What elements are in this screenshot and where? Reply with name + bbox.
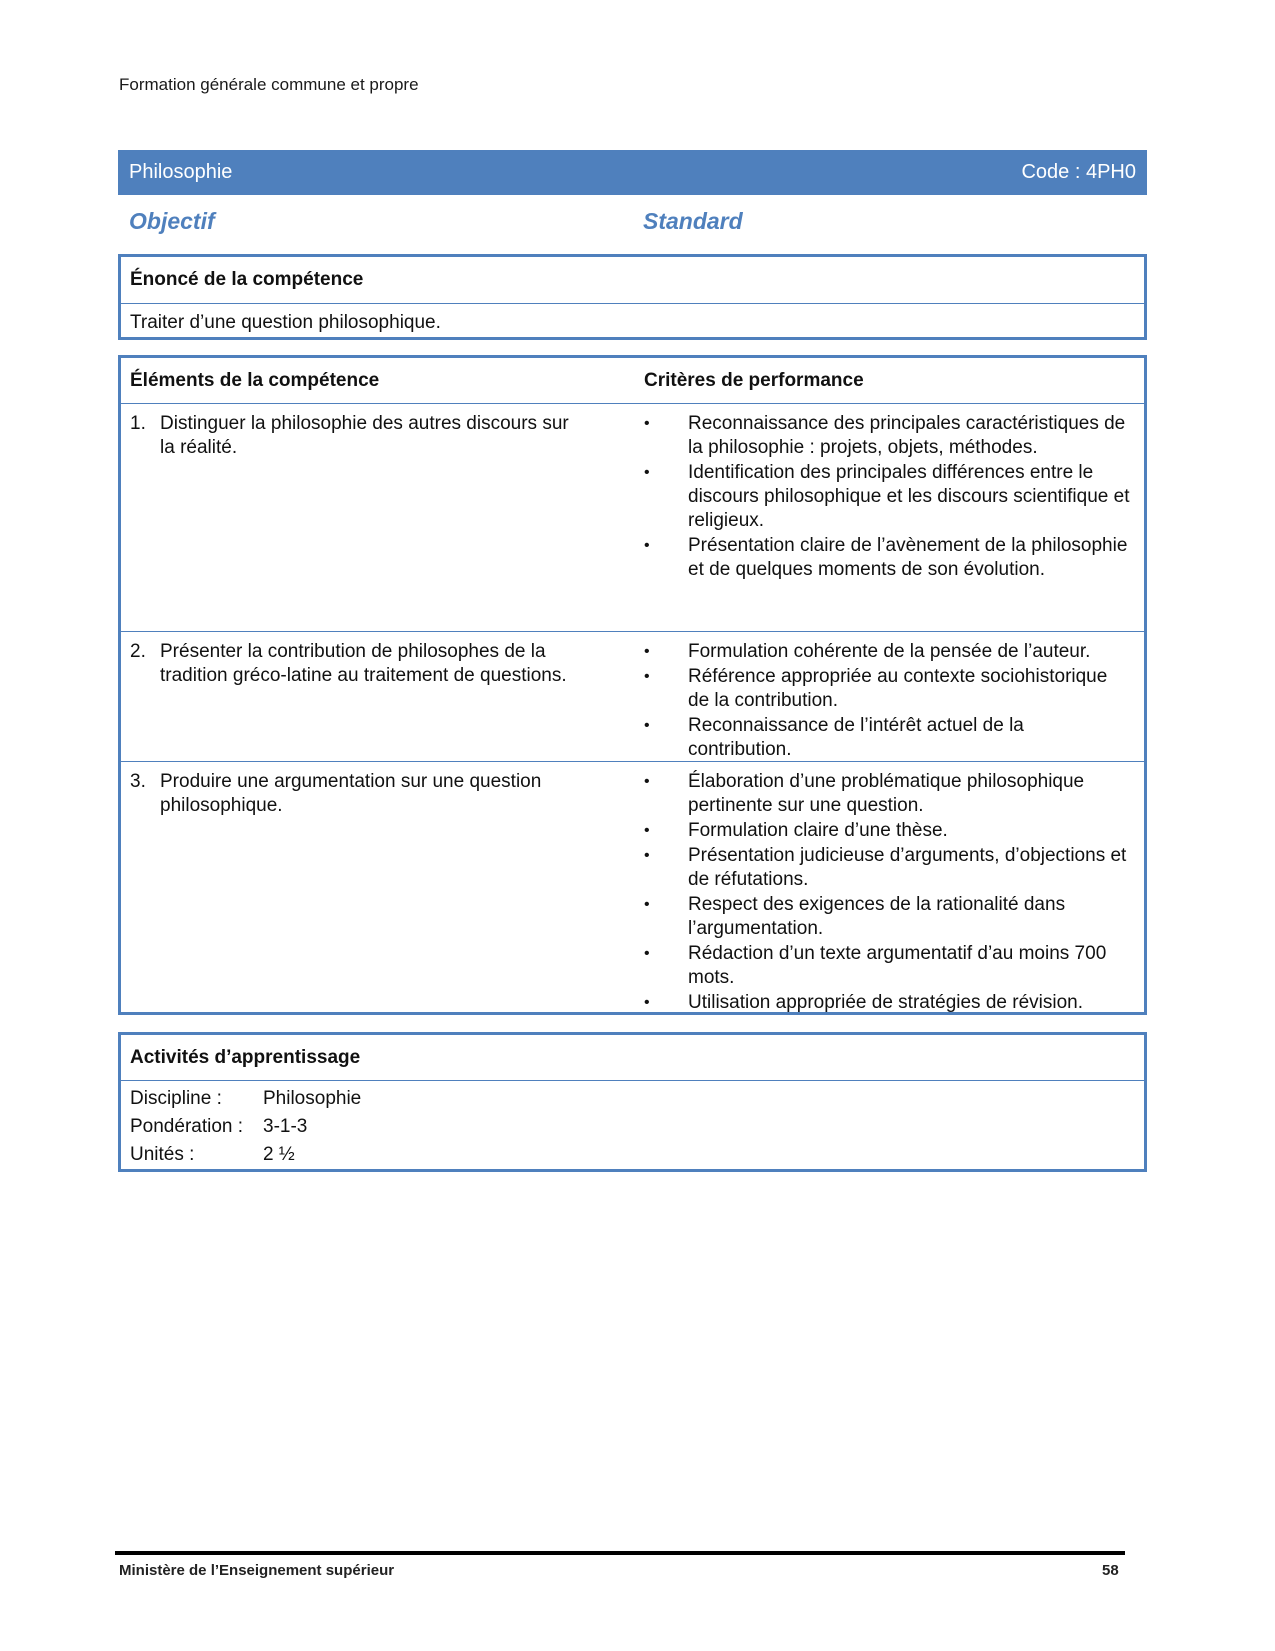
criterion-text: Respect des exigences de la rationalité dans l’argumentation. xyxy=(688,894,1066,939)
criteres-heading: Critères de performance xyxy=(644,370,864,391)
criterion-text: Reconnaissance des principales caractéristiques de la philosophie : projets, objets, méthodes. xyxy=(688,413,1126,458)
element-item xyxy=(130,770,580,818)
discipline-label: Discipline : xyxy=(130,1088,222,1109)
enonce-text: Traiter d’une question philosophique. xyxy=(130,312,441,333)
enonce-heading: Énoncé de la compétence xyxy=(121,257,1144,304)
unites-label: Unités : xyxy=(130,1144,195,1165)
bullet-icon: • xyxy=(644,773,650,790)
enonce-section xyxy=(118,254,1147,340)
criterion-item xyxy=(644,412,1132,460)
bullet-icon: • xyxy=(644,896,650,913)
criterion-item xyxy=(644,942,1132,990)
bullet-icon: • xyxy=(644,643,650,660)
footer-divider xyxy=(115,1551,1125,1555)
bullet-icon: • xyxy=(644,464,650,481)
element-item xyxy=(130,640,580,688)
element-text: Distinguer la philosophie des autres discours sur la réalité. xyxy=(160,413,569,458)
discipline-row xyxy=(130,1085,1135,1113)
page-header: Formation générale commune et propre xyxy=(119,75,419,94)
bullet-icon: • xyxy=(644,822,650,839)
element-number: 2. xyxy=(130,641,146,662)
elements-table-header xyxy=(121,358,1144,404)
criterion-item xyxy=(644,461,1132,533)
criterion-text: Reconnaissance de l’intérêt actuel de la contribution. xyxy=(688,715,1024,760)
criterion-text: Formulation cohérente de la pensée de l’auteur. xyxy=(688,641,1091,662)
discipline-value: Philosophie xyxy=(263,1088,362,1109)
criterion-item xyxy=(644,714,1132,762)
element-row xyxy=(121,404,1144,632)
unites-row xyxy=(130,1141,1135,1169)
criterion-text: Formulation claire d’une thèse. xyxy=(688,820,948,841)
criterion-text: Rédaction d’un texte argumentatif d’au moins 700 mots. xyxy=(688,943,1107,988)
ponderation-row xyxy=(130,1113,1135,1141)
element-item xyxy=(130,412,580,460)
bullet-icon: • xyxy=(644,994,650,1011)
element-row xyxy=(121,762,1144,1016)
criterion-item xyxy=(644,534,1132,582)
criterion-item xyxy=(644,893,1132,941)
criterion-text: Utilisation appropriée de stratégies de révision. xyxy=(688,992,1083,1013)
element-text: Présenter la contribution de philosophes de la tradition gréco-latine au traitement de questions. xyxy=(160,641,567,686)
bullet-icon: • xyxy=(644,668,650,685)
elements-section xyxy=(118,355,1147,1015)
page-number: 58 xyxy=(1102,1562,1119,1579)
criterion-item xyxy=(644,819,1132,843)
activites-heading: Activités d’apprentissage xyxy=(121,1035,1144,1081)
bullet-icon: • xyxy=(644,945,650,962)
course-code: Code : 4PH0 xyxy=(1021,161,1136,183)
criterion-item xyxy=(644,665,1132,713)
column-headings xyxy=(129,208,1129,242)
element-number: 3. xyxy=(130,771,146,792)
ponderation-value: 3-1-3 xyxy=(263,1116,308,1137)
criterion-item xyxy=(644,991,1132,1015)
bullet-icon: • xyxy=(644,717,650,734)
criterion-text: Présentation judicieuse d’arguments, d’objections et de réfutations. xyxy=(688,845,1127,890)
objectif-heading: Objectif xyxy=(129,208,215,234)
bullet-icon: • xyxy=(644,847,650,864)
elements-heading: Éléments de la compétence xyxy=(130,370,380,391)
course-title-bar xyxy=(118,150,1147,195)
bullet-icon: • xyxy=(644,415,650,432)
ponderation-label: Pondération : xyxy=(130,1116,244,1137)
course-discipline: Philosophie xyxy=(129,161,233,183)
element-text: Produire une argumentation sur une question philosophique. xyxy=(160,771,542,816)
criterion-text: Élaboration d’une problématique philosophique pertinente sur une question. xyxy=(688,771,1085,816)
bullet-icon: • xyxy=(644,537,650,554)
criteria-list xyxy=(644,412,1132,583)
criterion-text: Présentation claire de l’avènement de la philosophie et de quelques moments de son évolution. xyxy=(688,535,1128,580)
criterion-text: Identification des principales différences entre le discours philosophique et les discours scientifique et religieux. xyxy=(688,462,1130,531)
criterion-text: Référence appropriée au contexte sociohistorique de la contribution. xyxy=(688,666,1108,711)
criterion-item xyxy=(644,770,1132,818)
unites-value: 2 ½ xyxy=(263,1144,295,1165)
criteria-list xyxy=(644,640,1132,763)
element-row xyxy=(121,632,1144,762)
criteria-list xyxy=(644,770,1132,1016)
criterion-item xyxy=(644,640,1132,664)
standard-heading: Standard xyxy=(643,208,743,234)
activites-section xyxy=(118,1032,1147,1172)
footer-ministry: Ministère de l’Enseignement supérieur xyxy=(119,1562,395,1579)
criterion-item xyxy=(644,844,1132,892)
element-number: 1. xyxy=(130,413,146,434)
